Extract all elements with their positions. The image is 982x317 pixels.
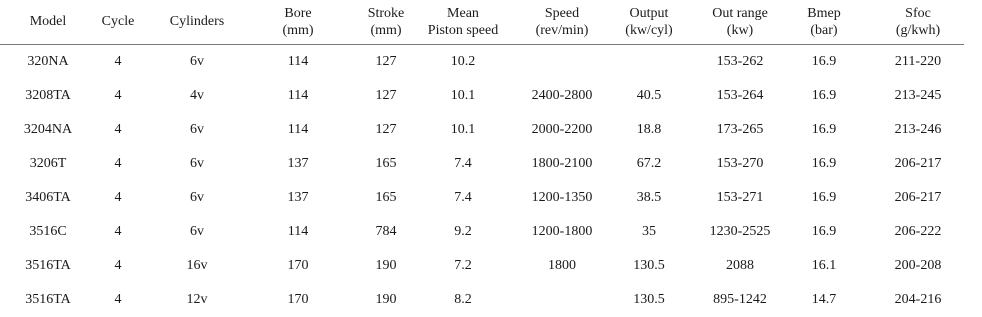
header-output-line2: (kw/cyl) [625, 23, 673, 38]
table-row [0, 147, 982, 181]
cell-outrange: 2088 [726, 258, 754, 273]
cell-cycle: 4 [114, 292, 122, 307]
cell-model: 3406TA [25, 190, 71, 205]
cell-bore: 114 [287, 224, 309, 239]
cell-cycle: 4 [114, 190, 122, 205]
header-bmep-line2: (bar) [810, 23, 838, 38]
header-stroke-line1: Stroke [367, 6, 405, 21]
cell-model: 320NA [27, 54, 69, 69]
cell-stroke: 190 [375, 258, 397, 273]
header-sfoc-line2: (g/kwh) [895, 23, 941, 38]
cell-bore: 137 [287, 156, 309, 171]
cell-speed: 2000-2200 [531, 122, 593, 137]
header-bmep [807, 5, 840, 39]
cell-cylinders: 16v [186, 258, 208, 273]
cell-sfoc: 206-217 [894, 190, 942, 205]
cell-bore: 170 [287, 292, 309, 307]
cell-sfoc: 213-246 [894, 122, 942, 137]
cell-output: 40.5 [636, 88, 662, 103]
cell-bmep: 16.9 [811, 224, 837, 239]
header-bore [282, 5, 313, 39]
table-row [0, 283, 982, 317]
cell-cycle: 4 [114, 258, 122, 273]
cell-cylinders: 6v [190, 122, 204, 137]
cell-mps: 8.2 [454, 292, 472, 307]
cell-mps: 10.1 [450, 122, 476, 137]
cell-stroke: 127 [375, 54, 397, 69]
cell-stroke: 165 [375, 156, 397, 171]
header-cycle [102, 13, 135, 30]
table-row [0, 215, 982, 249]
table-row [0, 79, 982, 113]
cell-cylinders: 12v [186, 292, 208, 307]
cell-bmep: 16.1 [811, 258, 837, 273]
cell-mps: 10.1 [450, 88, 476, 103]
cell-bmep: 14.7 [811, 292, 837, 307]
cell-cylinders: 4v [190, 88, 204, 103]
cell-bore: 170 [287, 258, 309, 273]
cell-speed: 1200-1800 [531, 224, 593, 239]
cell-cycle: 4 [114, 88, 122, 103]
header-cylinders [170, 13, 224, 30]
cell-output: 130.5 [633, 258, 665, 273]
cell-sfoc: 213-245 [894, 88, 942, 103]
cell-cylinders: 6v [190, 156, 204, 171]
cell-mps: 7.4 [454, 156, 472, 171]
cell-outrange: 895-1242 [713, 292, 767, 307]
cell-bmep: 16.9 [811, 190, 837, 205]
table-row [0, 181, 982, 215]
cell-mps: 9.2 [454, 224, 472, 239]
cell-output: 130.5 [633, 292, 665, 307]
header-outrange-line1: Out range [712, 6, 768, 21]
cell-outrange: 1230-2525 [709, 224, 771, 239]
cell-model: 3516TA [25, 258, 71, 273]
cell-model: 3208TA [25, 88, 71, 103]
header-stroke [368, 5, 405, 39]
cell-outrange: 173-265 [716, 122, 764, 137]
cell-sfoc: 200-208 [894, 258, 942, 273]
cell-sfoc: 211-220 [894, 54, 942, 69]
cell-stroke: 127 [375, 122, 397, 137]
cell-outrange: 153-271 [716, 190, 764, 205]
cell-outrange: 153-270 [716, 156, 764, 171]
cell-sfoc: 206-222 [894, 224, 942, 239]
cell-output: 38.5 [636, 190, 662, 205]
header-mps-line1: Mean [447, 6, 479, 21]
header-mps-line2: Piston speed [427, 23, 499, 38]
cell-bmep: 16.9 [811, 88, 837, 103]
table-row [0, 45, 982, 79]
cell-speed: 2400-2800 [531, 88, 593, 103]
cell-output: 35 [642, 224, 656, 239]
cell-sfoc: 204-216 [894, 292, 942, 307]
cell-cylinders: 6v [190, 54, 204, 69]
cell-cycle: 4 [114, 224, 122, 239]
header-sfoc [896, 5, 940, 39]
table-body [0, 45, 982, 317]
header-cylinders-line1: Cylinders [169, 14, 225, 29]
header-model-line1: Model [29, 14, 67, 29]
cell-model: 3204NA [23, 122, 73, 137]
cell-cycle: 4 [114, 54, 122, 69]
cell-speed: 1200-1350 [531, 190, 593, 205]
table-row [0, 113, 982, 147]
header-speed [536, 5, 589, 39]
cell-outrange: 153-262 [716, 54, 764, 69]
header-outrange [712, 5, 768, 39]
cell-output: 18.8 [636, 122, 662, 137]
header-output [625, 5, 672, 39]
header-mps [428, 5, 498, 39]
cell-mps: 10.2 [450, 54, 476, 69]
header-cycle-line1: Cycle [101, 14, 135, 29]
cell-cycle: 4 [114, 156, 122, 171]
cell-bore: 114 [287, 54, 309, 69]
cell-bore: 114 [287, 88, 309, 103]
cell-mps: 7.4 [454, 190, 472, 205]
header-bmep-line1: Bmep [807, 6, 841, 21]
cell-bmep: 16.9 [811, 122, 837, 137]
header-bore-line2: (mm) [282, 23, 314, 38]
cell-stroke: 190 [375, 292, 397, 307]
cell-model: 3516TA [25, 292, 71, 307]
header-outrange-line2: (kw) [726, 23, 754, 38]
header-stroke-line2: (mm) [370, 23, 402, 38]
cell-cycle: 4 [114, 122, 122, 137]
table-header [0, 0, 964, 45]
cell-cylinders: 6v [190, 224, 204, 239]
cell-bore: 114 [287, 122, 309, 137]
header-sfoc-line1: Sfoc [905, 6, 931, 21]
header-speed-line2: (rev/min) [535, 23, 589, 38]
header-model [30, 13, 67, 30]
cell-speed: 1800-2100 [531, 156, 593, 171]
header-bore-line1: Bore [284, 6, 312, 21]
cell-model: 3516C [29, 224, 67, 239]
cell-stroke: 784 [375, 224, 397, 239]
cell-sfoc: 206-217 [894, 156, 942, 171]
cell-bmep: 16.9 [811, 54, 837, 69]
cell-model: 3206T [29, 156, 67, 171]
cell-speed: 1800 [548, 258, 576, 273]
cell-stroke: 127 [375, 88, 397, 103]
table-row [0, 249, 982, 283]
cell-outrange: 153-264 [716, 88, 764, 103]
cell-stroke: 165 [375, 190, 397, 205]
cell-bore: 137 [287, 190, 309, 205]
cell-output: 67.2 [636, 156, 662, 171]
cell-mps: 7.2 [454, 258, 472, 273]
header-output-line1: Output [629, 6, 669, 21]
cell-bmep: 16.9 [811, 156, 837, 171]
header-speed-line1: Speed [544, 6, 580, 21]
cell-cylinders: 6v [190, 190, 204, 205]
